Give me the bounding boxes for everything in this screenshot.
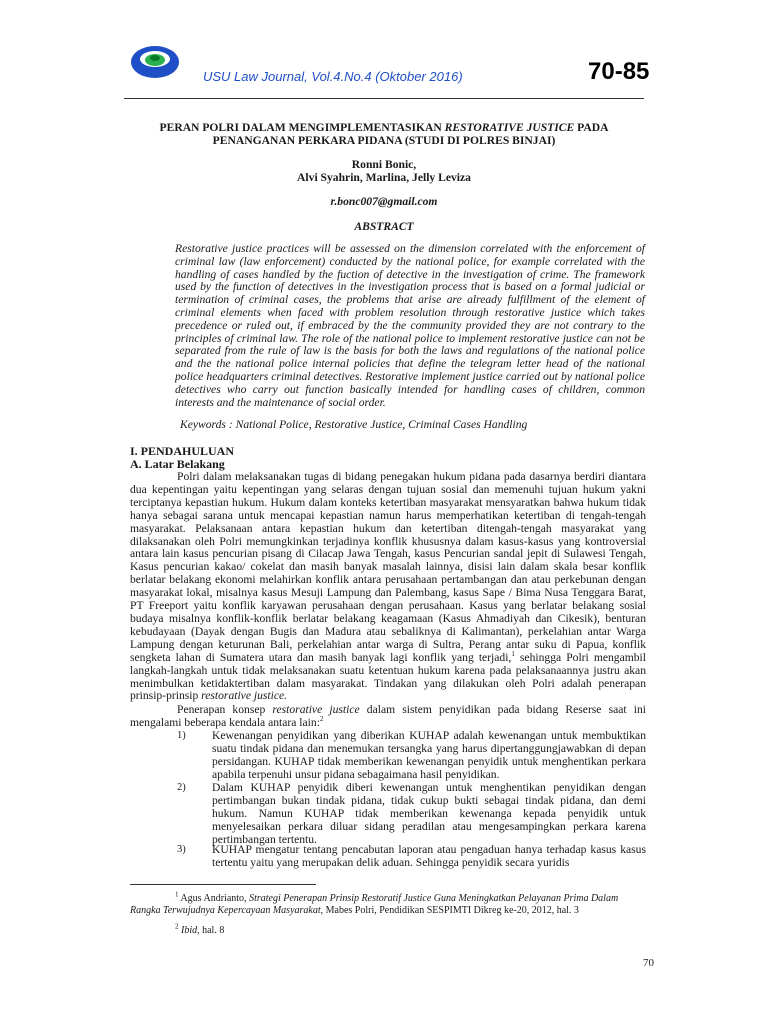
list-item: 2) Dalam KUHAP penyidik diberi kewenangan untuk menghentikan penyidikan dengan pertimbangan bukan tindak pidana, tidak cukup bukti sebagai tindak pidana, dan demi hukum. Namun KUHAP tidak memberikan kewenanga kepada penyidik untuk menyelesaikan perkara diluar sidang peradilan atau mengesampingkan perkara karena pertimbangan tertentu. [177,781,646,846]
page-number: 70 [643,957,654,969]
footnote-rule [130,884,316,885]
list-item: 3) KUHAP mengatur tentang pencabutan laporan atau pengaduan hanya terhadap kasus kasus tertentu yaitu yang merupakan delik aduan. Sehingga penyidik secara yuridis [177,843,646,869]
paragraph-1: Polri dalam melaksanakan tugas di bidang penegakan hukum pidana pada dasarnya berdiri diantara dua kepentingan yaitu kepentingan yang selaras dengan tujuan sosial dan memenuhi tujuan hukum yakni terciptanya kepastian hukum. Hukum dalam konteks ketertiban masyarakat mensyaratkan bahwa hukum tidak hanya sebagai sarana untuk mencapai kepastian namun harus memperhatikan ketertiban di tengah-tengah masyarakat. Pelaksanaan antara kepastian hukum dan ketertiban ditengah-tengah masyarakat yang dilaksanakan oleh Polri memungkinkan terjadinya konflik khususnya dalam kasus-kasus yang kontroversial antara lain kasus pencurian pisang di Cilacap Jawa Tengah, kasus Pencurian sandal jepit di Sulawesi Tengah, Kasus pencurian kakao/ cokelat dan masih banyak masalah lainnya, disisi lain dalam skala besar konflik berlatar belakang ekonomi melahirkan konflik antara perusahaan pertambangan dan atau perkebunan dengan masyarakat lokal, misalnya kasus Mesuji Lampung dan Palembang, kasus Sape / Bima Nusa Tenggara Barat, PT Freeport yaitu konflik karyawan perusahaan dengan perusahaan. Kasus yang berlatar belakang sosial budaya misalnya konflik-konflik berlatar belakang keagamaan (Kasus Ahmadiyah dan Cikesik), benturan kebudayaan (Dayak dengan Bugis dan Madura atau sebaliknya di Kalimantan), perkelahian antar Warga Lampung dengan keturunan Bali, perkelahian antar warga di Sultra, Perang antar suku di Papua, konflik sengketa lahan di Sumatera utara dan masih banyak lagi konflik yang terjadi,$^1$ sehingga Polri mengambil langkah-langkah untuk tidak melaksanakan suatu ketentuan hukum karena pada pelaksanaannya justru akan menimbulkan ketidaktertiban dalam masyarakat. Tindakan yang dilakukan oleh Polri adalah penerapan prinsip-prinsip restorative justice. [130,470,646,703]
journal-logo-icon [130,44,180,80]
author-email: r.bonc007@gmail.com [330,195,438,208]
footnote-2: $^2$ Ibid, hal. 8 [175,922,225,936]
subsection-heading: A. Latar Belakang [130,457,225,471]
footnote-1: $^1$ Agus Andrianto, Strategi Penerapan Prinsip Restoratif Justice Guna Meningkatkan Pelayanan Prima Dalam Rangka Terwujudnya Kepercayaan Masyarakat, Mabes Polri, Pendidikan SESPIMTI Dikreg ke-20, 2012, hal. 3 [130,890,619,916]
section-heading: I. PENDAHULUAN [130,444,235,458]
abstract-text: Restorative justice practices will be assessed on the dimension correlated with the enforcement of criminal law (law enforcement) conducted by the national police, for example correlated with the handling of cases handled by the fuction of detective in the investigation of crime. The framework used by the function of detectives in the investigation process that is based on a formal judicial or termination of criminal cases, the problems that arise are already fulfillment of the element of criminal elements when faced with problem resolution through restorative justice which takes precedence or ruled out, if embraced by the the community provided they are not contrary to the principles of criminal law. The role of the national police to implement restorative justice can not be separated from the rule of law is the basis for both the laws and regulations of the national police and the the national police internal policies that define the telegram letter head of the national police headquarters criminal detectives. Restorative implement justice carried out by national police detectives who carry out function basically intended for handling cases of children, common interests and the maintenance of social order. [175,242,645,409]
authors: Ronni Bonic, Alvi Syahrin, Marlina, Jelly Leviza [297,158,471,184]
journal-header: USU Law Journal, Vol.4.No.4 (Oktober 2016) [203,69,463,84]
list-item: 1) Kewenangan penyidikan yang diberikan KUHAP adalah kewenangan untuk membuktikan suatu tindak pidana dan menemukan tersangka yang harus dipertanggungjawabkan di depan persidangan. KUHAP tidak memberikan kewenangan penyidik untuk menghentikan perkara apabila terpenuhi unsur pidana sebagaimana hasil penyidikan. [177,729,646,781]
page-range: 70-85 [588,58,650,85]
paragraph-2: Penerapan konsep restorative justice dalam sistem penyidikan pada bidang Reserse saat ini mengalami beberapa kendala antara lain:$^2$ [130,703,647,729]
paper-title: PERAN POLRI DALAM MENGIMPLEMENTASIKAN RESTORATIVE JUSTICE PADA PENANGANAN PERKARA PIDANA (STUDI DI POLRES BINJAI) [159,121,609,147]
header-rule [124,98,644,99]
keywords: Keywords : National Police, Restorative Justice, Criminal Cases Handling [180,418,528,431]
abstract-heading: ABSTRACT [354,220,414,233]
